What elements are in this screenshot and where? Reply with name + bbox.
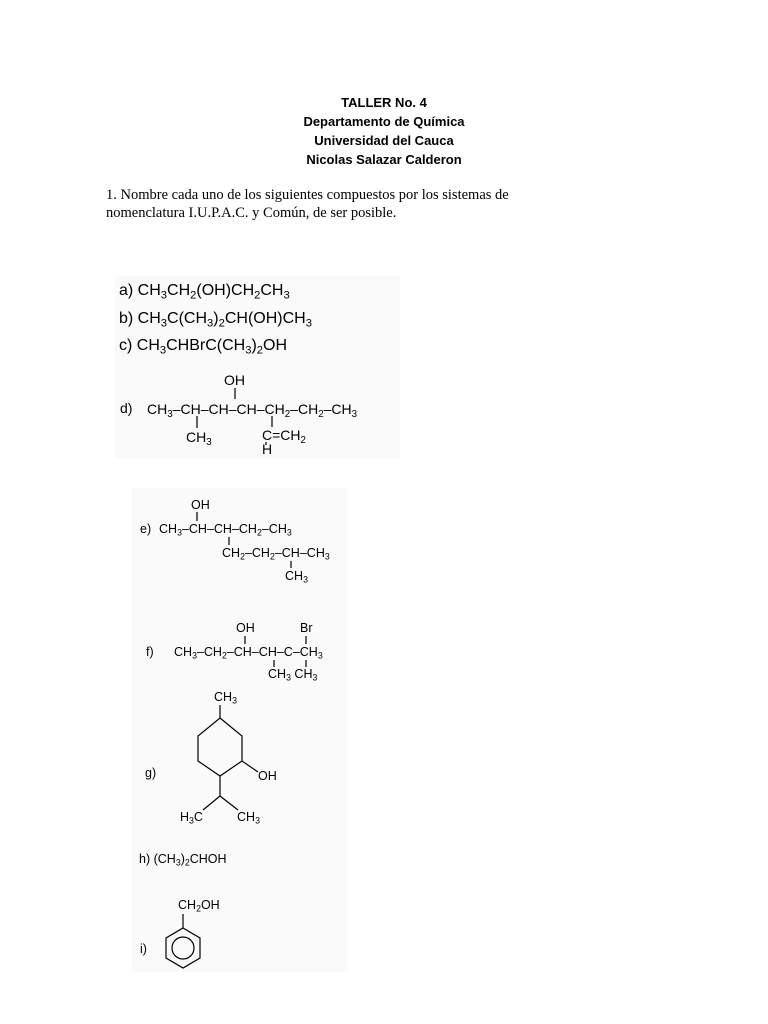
question-line-1: 1. Nombre cada uno de los siguientes compuestos por los sistemas de (106, 187, 509, 203)
compound-h: h) $(CH_3)_2CHOH$ (139, 852, 227, 868)
author: Nicolas Salazar Calderon (306, 152, 462, 167)
label-i: i) (140, 942, 147, 956)
label-h: h) (139, 852, 151, 866)
compound-c: c) $CH_3CHBrC(CH_3)_2OH$ (119, 337, 288, 357)
university: Universidad del Cauca (314, 133, 454, 148)
label-a: a) (119, 282, 134, 299)
e-ch3: $CH_3$ (285, 569, 308, 585)
d-h: H (262, 441, 273, 457)
g-ch3-top: $CH_3$ (214, 690, 237, 706)
d-vinyl: $C=CH_2$ (262, 427, 306, 446)
label-f: f) (146, 645, 154, 659)
f-main-chain: $CH_3-CH_2-CH-CH-C-CH_3$ (174, 645, 323, 661)
i-ch2oh: $CH_2OH$ (178, 898, 220, 914)
label-g: g) (145, 766, 157, 780)
title: TALLER No. 4 (341, 95, 427, 110)
e-main-chain: $CH_3-CH-CH-CH_2-CH_3$ (159, 522, 292, 538)
d-ch3-branch: $CH_3$ (186, 429, 212, 448)
e-oh: OH (191, 498, 210, 512)
d-main-chain: $CH_3-CH-CH-CH-CH_2-CH_2-CH_3$ (147, 401, 358, 420)
f-br: Br (300, 621, 313, 635)
f-methyls: $CH_3$ $CH_3$ (268, 667, 318, 683)
question-line-2: nomenclatura I.U.P.A.C. y Común, de ser posible. (106, 205, 397, 221)
d-oh: OH (224, 372, 245, 388)
label-b: b) (119, 310, 134, 327)
g-ch3-right: $CH_3$ (237, 810, 260, 826)
department: Departamento de Química (303, 114, 465, 129)
compound-a: a) $CH_3CH_2(OH)CH_2CH_3$ (119, 282, 290, 302)
g-h3c: $H_3C$ (180, 810, 203, 826)
label-d: d) (120, 400, 133, 416)
e-branch-chain: $CH_2-CH_2-CH-CH_3$ (222, 546, 330, 562)
label-c: c) (119, 337, 133, 354)
f-oh: OH (236, 621, 255, 635)
compound-b: b) $CH_3C(CH_3)_2CH(OH)CH_3$ (119, 310, 312, 330)
g-oh: OH (258, 769, 277, 783)
label-e: e) (140, 522, 152, 536)
